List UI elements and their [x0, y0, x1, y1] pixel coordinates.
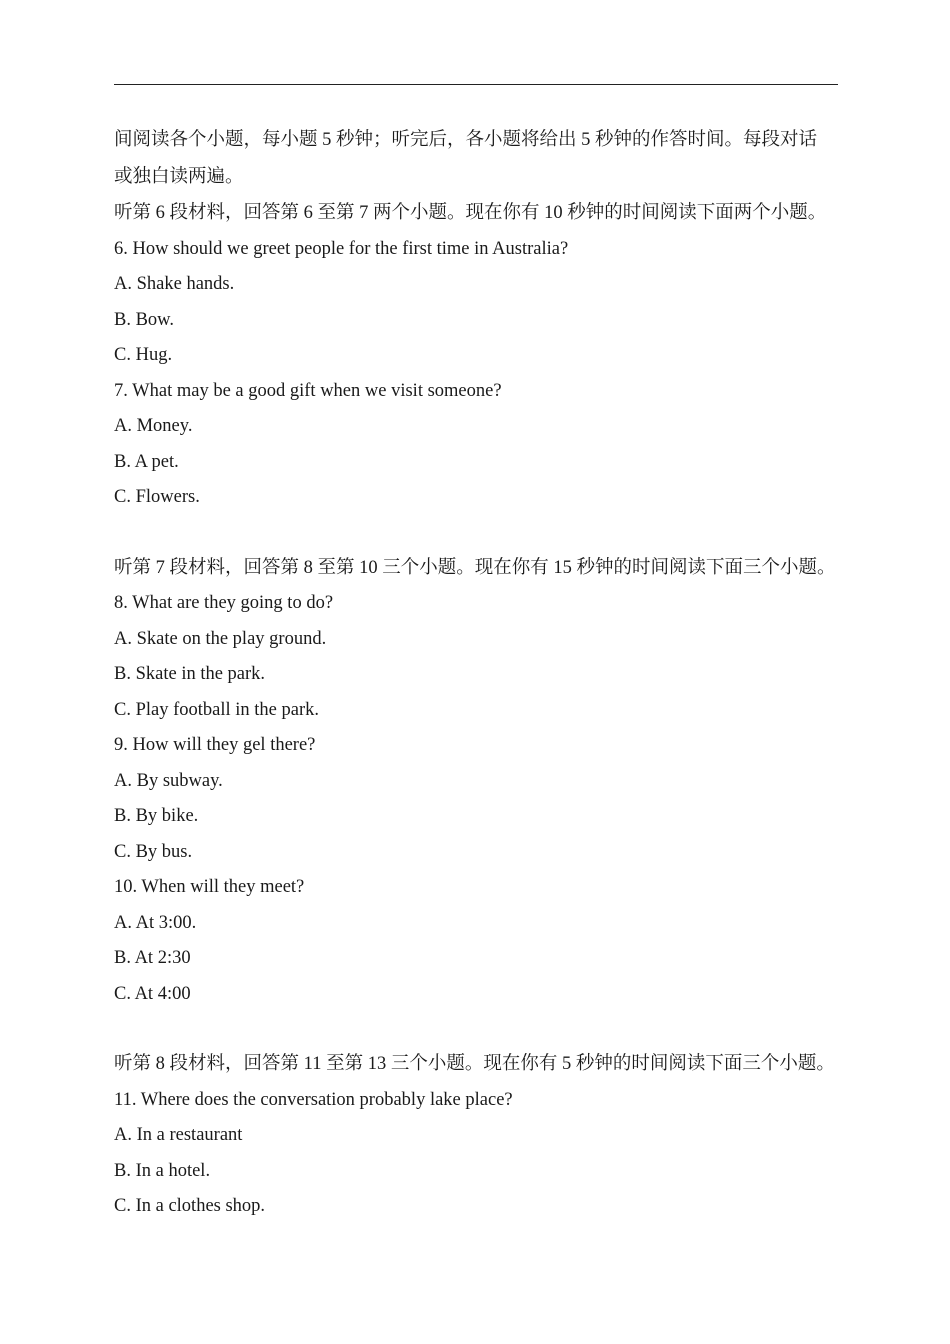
- question-7-stem: 7. What may be a good gift when we visit someone?: [114, 380, 502, 401]
- question-6-option-a: A. Shake hands.: [114, 274, 235, 294]
- question-11-stem: 11. Where does the conversation probably lake place?: [114, 1089, 513, 1110]
- question-6-stem: 6. How should we greet people for the first time in Australia?: [114, 238, 569, 259]
- question-11-option-a: A. In a restaurant: [114, 1125, 243, 1145]
- question-8-stem: 8. What are they going to do?: [114, 593, 334, 613]
- intro-line-1: 间阅读各个小题，每小题 5 秒钟；听完后，各小题将给出 5 秒钟的作答时间。每段对话: [114, 130, 818, 150]
- question-7-option-b: B. A pet.: [114, 451, 179, 472]
- question-10-option-c: C. At 4:00: [114, 983, 191, 1004]
- section-material-6: [114, 196, 854, 516]
- section-instruction: 听第 8 段材料，回答第 11 至第 13 三个小题。现在你有 5 秒钟的时间阅读下面三个小题。: [114, 1054, 835, 1074]
- question-11-option-c: C. In a clothes shop.: [114, 1196, 266, 1216]
- question-8-option-c: C. Play football in the park.: [114, 699, 320, 720]
- section-instruction: 听第 6 段材料，回答第 6 至第 7 两个小题。现在你有 10 秒钟的时间阅读下面两个小题。: [114, 203, 827, 223]
- section-instruction: 听第 7 段材料，回答第 8 至第 10 三个小题。现在你有 15 秒钟的时间阅读下面三个小题。: [114, 557, 836, 578]
- question-9-option-b: B. By bike.: [114, 806, 199, 826]
- question-9-stem: 9. How will they gel there?: [114, 735, 316, 755]
- question-9-option-c: C. By bus.: [114, 841, 193, 862]
- section-gap: [114, 516, 854, 551]
- question-10-option-a: A. At 3:00.: [114, 912, 197, 933]
- question-8-option-b: B. Skate in the park.: [114, 664, 266, 684]
- question-10-stem: 10. When will they meet?: [114, 877, 305, 897]
- section-gap: [114, 1012, 854, 1047]
- question-6-option-c: C. Hug.: [114, 345, 173, 365]
- question-7-option-a: A. Money.: [114, 416, 193, 436]
- question-11-option-b: B. In a hotel.: [114, 1160, 211, 1181]
- section-material-8: [114, 1047, 854, 1225]
- question-6-option-b: B. Bow.: [114, 309, 174, 330]
- header-rule: [114, 84, 838, 85]
- intro-line-2: 或独白读两遍。: [114, 167, 244, 187]
- section-material-7: [114, 551, 854, 1013]
- question-9-option-a: A. By subway.: [114, 770, 223, 791]
- document-body: [114, 122, 854, 1225]
- question-10-option-b: B. At 2:30: [114, 948, 191, 968]
- question-8-option-a: A. Skate on the play ground.: [114, 628, 327, 649]
- question-7-option-c: C. Flowers.: [114, 487, 200, 507]
